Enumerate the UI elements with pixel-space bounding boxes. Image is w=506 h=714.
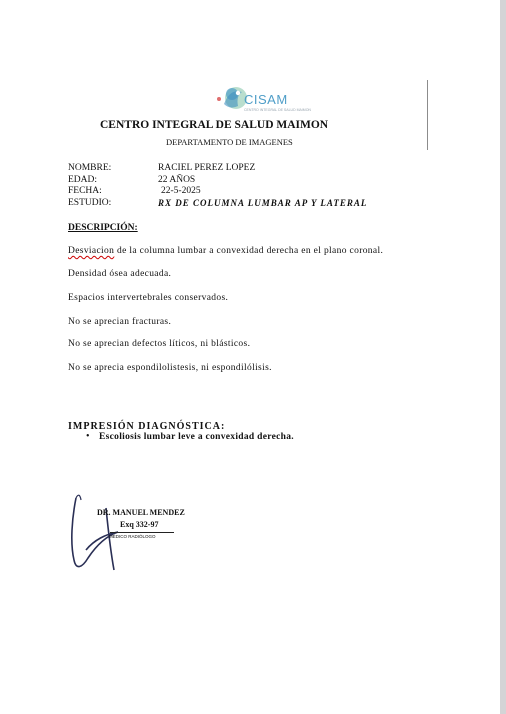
description-line-1: [68, 246, 383, 256]
date-label: FECHA:: [68, 186, 102, 196]
study-label: ESTUDIO:: [68, 198, 112, 208]
description-line-1-rest: de la columna lumbar a convexidad derecha en el plano coronal.: [114, 246, 384, 256]
description-title: DESCRIPCIÓN:: [68, 223, 138, 233]
doctor-role: MÉDICO RADIÓLOGO: [109, 534, 156, 539]
description-line-4: No se aprecian fracturas.: [68, 317, 172, 327]
logo-subtitle: CENTRO INTEGRAL DE SALUD MAIMON: [244, 108, 311, 112]
description-line-5: No se aprecian defectos líticos, ni blásticos.: [68, 339, 251, 349]
doctor-name: DR. MANUEL MENDEZ: [97, 508, 185, 517]
name-value: RACIEL PEREZ LOPEZ: [158, 163, 256, 173]
description-line-3: Espacios intervertebrales conservados.: [68, 293, 229, 303]
age-value: 22 AÑOS: [158, 175, 196, 185]
signature-line: [110, 532, 174, 533]
bullet-icon: •: [86, 431, 90, 442]
date-value: 22-5-2025: [161, 186, 201, 196]
margin-line: [427, 80, 428, 150]
logo-text: CISAM: [244, 92, 288, 107]
impression-title: IMPRESIÓN DIAGNÓSTICA:: [68, 421, 226, 432]
department-name: DEPARTAMENTO DE IMAGENES: [166, 137, 293, 147]
study-value: RX DE COLUMNA LUMBAR AP Y LATERAL: [158, 198, 368, 208]
description-line-6: No se aprecia espondilolistesis, ni espondilólisis.: [68, 363, 272, 373]
name-label: NOMBRE:: [68, 163, 112, 173]
misspelled-word: Desviacion: [68, 246, 115, 256]
doctor-exequatur: Exq 332-97: [120, 520, 159, 529]
age-label: EDAD:: [68, 175, 98, 185]
handwritten-signature-icon: [66, 488, 136, 578]
impression-item: Escoliosis lumbar leve a convexidad derecha.: [99, 432, 294, 442]
description-line-2: Densidad ósea adecuada.: [68, 269, 172, 279]
center-name: CENTRO INTEGRAL DE SALUD MAIMON: [100, 119, 329, 131]
window-scrollbar[interactable]: [500, 0, 506, 714]
